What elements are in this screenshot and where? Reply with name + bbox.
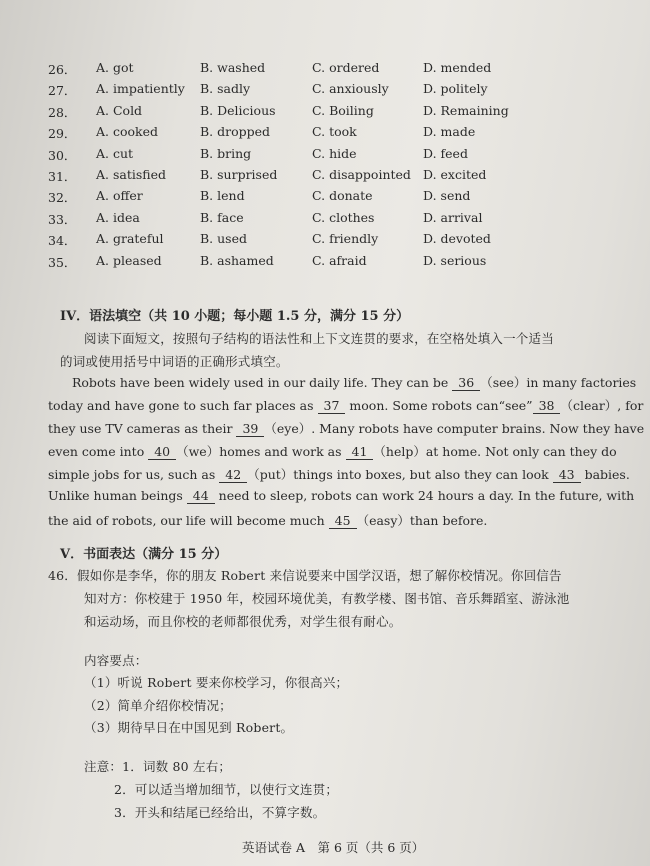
mc-question-row <box>0 253 650 274</box>
option-d: D. send <box>423 188 471 204</box>
option-c: C. donate <box>312 188 373 204</box>
blank-40[interactable]: 40 <box>148 444 176 460</box>
option-d: D. feed <box>423 145 468 161</box>
option-c: C. clothes <box>312 209 375 225</box>
blank-36[interactable]: 36 <box>452 375 480 391</box>
passage-line-4: even come into 40 （we）homes and work as 41 （help）at home. Not only can they do <box>48 444 617 459</box>
blank-37[interactable]: 37 <box>318 398 346 414</box>
option-c: C. took <box>312 124 357 140</box>
option-a: A. cooked <box>96 124 158 140</box>
option-c: C. ordered <box>312 60 380 75</box>
passage-line-3: they use TV cameras as their 39 （eye）. Many robots have computer brains. Now they have <box>48 421 645 436</box>
page-footer: 英语试卷 A 第 6 页（共 6 页） <box>242 840 425 855</box>
option-d: D. politely <box>423 81 488 97</box>
option-d: D. arrival <box>423 209 483 225</box>
option-b: B. Delicious <box>200 102 276 118</box>
question-number: 27． <box>48 83 77 99</box>
multiple-choice-options <box>0 60 650 274</box>
option-c: C. anxiously <box>312 81 389 97</box>
option-d: D. devoted <box>423 231 491 247</box>
blank-45[interactable]: 45 <box>329 513 357 529</box>
mc-question-row <box>0 81 650 102</box>
option-d: D. Remaining <box>423 102 509 118</box>
option-b: B. surprised <box>200 166 278 182</box>
option-c: C. Boiling <box>312 102 374 118</box>
blank-38[interactable]: 38 <box>533 398 561 414</box>
option-a: A. idea <box>96 209 140 225</box>
note-1: 注意：1．词数 80 左右； <box>84 759 232 774</box>
mc-question-row <box>0 124 650 145</box>
section-5-heading: V．书面表达（满分 15 分） <box>60 547 228 562</box>
blank-41[interactable]: 41 <box>346 444 374 460</box>
option-b: B. used <box>200 231 247 247</box>
question-number: 35． <box>48 254 77 270</box>
mc-question-row <box>0 167 650 188</box>
option-b: B. bring <box>200 145 252 161</box>
option-b: B. dropped <box>200 124 271 140</box>
content-point-1: （1）听说 Robert 要来你校学习，你很高兴； <box>84 675 349 690</box>
note-2: 2．可以适当增加细节，以使行文连贯； <box>114 782 339 797</box>
option-c: C. hide <box>312 145 357 161</box>
section-4-instruction-line1: 阅读下面短文，按照句子结构的语法性和上下文连贯的要求，在空格处填入一个适当 <box>84 331 554 346</box>
option-c: C. afraid <box>312 252 367 268</box>
option-d: D. excited <box>423 166 487 182</box>
passage-line-5: simple jobs for us, such as 42 （put）things into boxes, but also they can look 43 babies. <box>48 467 630 482</box>
passage-line-1: Robots have been widely used in our daily life. They can be 36 （see）in many factories <box>72 375 637 390</box>
option-b: B. face <box>200 209 244 225</box>
blank-42[interactable]: 42 <box>219 467 247 483</box>
content-point-2: （2）简单介绍你校情况； <box>84 698 232 713</box>
content-point-3: （3）期待早日在中国见到 Robert。 <box>84 720 294 735</box>
question-46-line2: 知对方：你校建于 1950 年，校园环境优美，有教学楼、图书馆、音乐舞蹈室、游泳池 <box>84 591 570 606</box>
mc-question-row <box>0 231 650 252</box>
option-a: A. offer <box>96 188 143 204</box>
option-c: C. disappointed <box>312 166 411 182</box>
passage-line-7: the aid of robots, our life will become much 45 （easy）than before. <box>48 513 488 528</box>
option-a: A. cut <box>96 145 134 161</box>
option-b: B. sadly <box>200 81 251 97</box>
option-c: C. friendly <box>312 231 379 247</box>
question-number: 30． <box>48 147 77 163</box>
mc-question-row <box>0 103 650 124</box>
question-number: 28． <box>48 104 77 120</box>
option-a: A. impatiently <box>96 81 185 97</box>
blank-44[interactable]: 44 <box>187 488 215 504</box>
mc-question-row <box>0 146 650 167</box>
blank-39[interactable]: 39 <box>236 421 264 437</box>
option-d: D. mended <box>423 60 492 75</box>
note-3: 3．开头和结尾已经给出，不算字数。 <box>114 805 326 820</box>
option-d: D. made <box>423 124 476 140</box>
mc-question-row <box>0 60 650 81</box>
passage-line-2: today and have gone to such far places as 37 moon. Some robots can“see” 38 （clear）, for <box>48 398 644 413</box>
option-a: A. grateful <box>96 231 164 247</box>
option-b: B. washed <box>200 60 266 75</box>
question-number: 26． <box>48 62 77 77</box>
option-a: A. Cold <box>96 102 143 118</box>
option-a: A. satisfied <box>96 166 167 182</box>
question-46-line3: 和运动场，而且你校的老师都很优秀，对学生很有耐心。 <box>84 614 402 629</box>
question-46-line1: 46．假如你是李华，你的朋友 Robert 来信说要来中国学汉语，想了解你校情况。你回信告 <box>48 568 562 583</box>
passage-line-6: Unlike human beings 44 need to sleep, robots can work 24 hours a day. In the future, with <box>48 488 635 503</box>
option-b: B. ashamed <box>200 252 274 268</box>
section-4-instruction-line2: 的词或使用括号中词语的正确形式填空。 <box>60 354 289 369</box>
question-number: 32． <box>48 190 77 206</box>
option-d: D. serious <box>423 252 487 268</box>
mc-question-row <box>0 210 650 231</box>
question-number: 29． <box>48 126 77 142</box>
blank-43[interactable]: 43 <box>553 467 581 483</box>
section-4-heading: IV．语法填空（共 10 小题；每小题 1.5 分，满分 15 分） <box>60 309 410 324</box>
option-a: A. pleased <box>96 252 162 268</box>
option-a: A. got <box>96 60 134 75</box>
question-number: 34． <box>48 233 77 249</box>
option-b: B. lend <box>200 188 245 204</box>
question-number: 31． <box>48 168 77 184</box>
mc-question-row <box>0 188 650 209</box>
content-points-title: 内容要点： <box>84 653 148 668</box>
question-number: 33． <box>48 211 77 227</box>
